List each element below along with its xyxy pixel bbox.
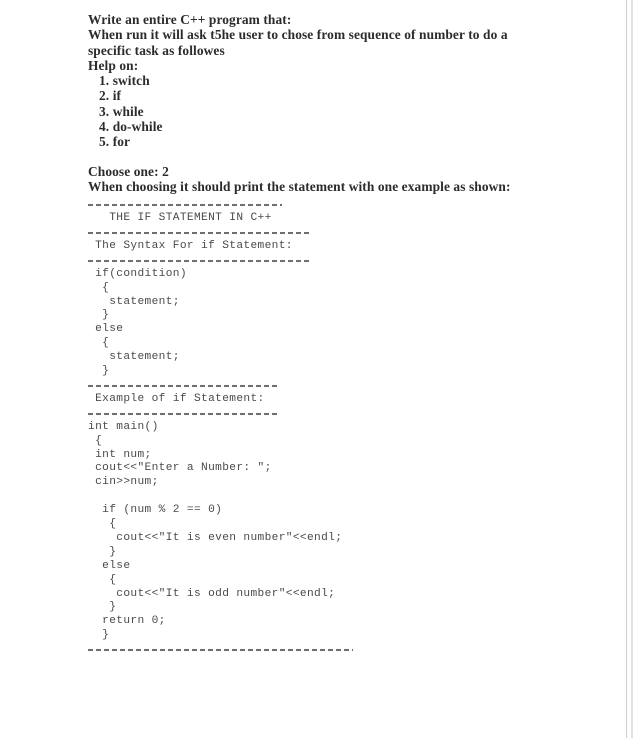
code-line: else bbox=[88, 323, 124, 336]
code-line-blank bbox=[88, 490, 588, 504]
intro-line-3: specific task as followes bbox=[88, 42, 225, 58]
syntax-heading: The Syntax For if Statement: bbox=[88, 239, 293, 252]
code-line: cout<<"Enter a Number: "; bbox=[88, 462, 272, 475]
code-line: statement; bbox=[88, 351, 180, 364]
list-item: 3. while bbox=[99, 103, 144, 119]
code-line: } bbox=[88, 629, 110, 642]
code-line: { bbox=[88, 337, 110, 350]
list-item: 4. do-while bbox=[99, 119, 163, 135]
separator-rule bbox=[88, 198, 588, 212]
code-title: THE IF STATEMENT IN C++ bbox=[88, 212, 272, 225]
list-item: 2. if bbox=[99, 88, 122, 104]
code-line: { bbox=[88, 518, 117, 531]
code-output-block bbox=[88, 198, 588, 657]
example-heading: Example of if Statement: bbox=[88, 392, 265, 405]
code-line: cout<<"It is even number"<<endl; bbox=[88, 531, 343, 544]
choice-instruction: When choosing it should print the statement with one example as shown: bbox=[88, 178, 511, 194]
code-line: } bbox=[88, 365, 110, 378]
help-on-label: Help on: bbox=[88, 57, 139, 73]
code-line: { bbox=[88, 281, 110, 294]
code-line: } bbox=[88, 309, 110, 322]
code-line: if(condition) bbox=[88, 267, 187, 280]
spacer bbox=[88, 150, 588, 164]
code-line: if (num % 2 == 0) bbox=[88, 504, 223, 517]
separator-rule bbox=[88, 407, 588, 421]
code-line: int num; bbox=[88, 448, 152, 461]
code-line: cin>>num; bbox=[88, 476, 159, 489]
choice-prompt: Choose one: 2 bbox=[88, 163, 169, 179]
choice-block bbox=[88, 164, 588, 195]
intro-line-1: Write an entire C++ program that: bbox=[88, 12, 292, 27]
code-line: { bbox=[88, 434, 103, 447]
code-line: statement; bbox=[88, 295, 180, 308]
separator-rule bbox=[88, 643, 588, 657]
separator-rule bbox=[88, 379, 588, 393]
control-structure-options bbox=[88, 73, 588, 149]
intro-block bbox=[88, 12, 588, 73]
separator-rule bbox=[88, 254, 588, 268]
list-item: 5. for bbox=[99, 134, 131, 150]
code-line: } bbox=[88, 601, 117, 614]
code-line: cout<<"It is odd number"<<endl; bbox=[88, 587, 336, 600]
page-edge-line bbox=[626, 0, 627, 738]
list-item: 1. switch bbox=[99, 73, 150, 89]
code-line: int main() bbox=[88, 420, 159, 433]
code-line: { bbox=[88, 573, 117, 586]
code-line: return 0; bbox=[88, 615, 166, 628]
code-line: else bbox=[88, 559, 131, 572]
document-body bbox=[88, 12, 588, 657]
code-line: } bbox=[88, 545, 117, 558]
separator-rule bbox=[88, 226, 588, 240]
intro-line-2: When run it will ask t5he user to chose from sequence of number to do a bbox=[88, 27, 508, 43]
